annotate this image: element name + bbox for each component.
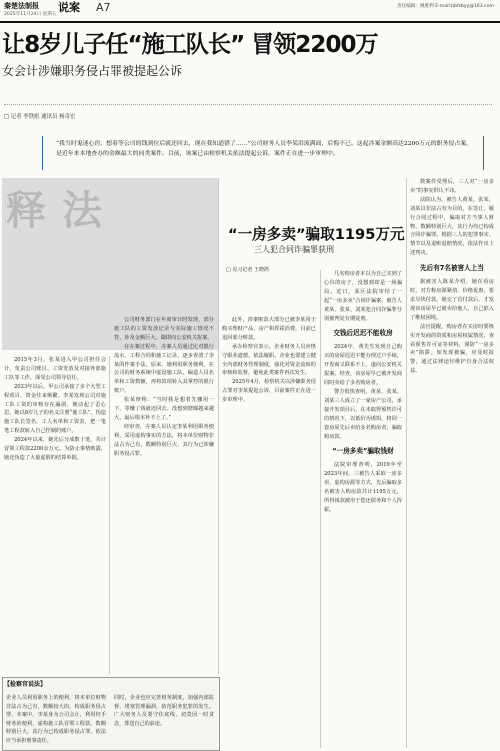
column-divider [218,178,219,674]
legal-commentary-title: 【检察官说法】 [4,681,47,688]
body-paragraph: 法院认为，被告人黄某、张某、刘某以非法占有为目的，在签订、履行合同过程中，骗取对方当事人财物，数额特别巨大，其行为均已构成合同诈骗罪。根据三人的犯罪事实、情节以及退赃退赔情况，依法作出上述判决。 [410,196,494,257]
story2-column-2 [410,178,494,376]
story2-subheadline: 三人犯合同诈骗罪获刑 [254,245,334,254]
body-paragraph: 几名购房者本以为自己买到了心仪的房子，没想到却是一场骗局。近日，某区法院审结了一起“一房多卖”合同诈骗案，被告人黄某、张某、刘某犯合同诈骗罪分别被判处有期徒刑。 [324,271,402,322]
column-divider [109,356,110,674]
body-paragraph: 2023年以后，甲公司承接了多个大型工程项目，资金往来频繁。李某发现公司对施工队工资的审核存在漏洞，便动起了歪心思。她以8岁儿子的名义注册“施工队”，伪造施工队长签名、工人名单和工资表，把一笔笔工程款转入自己控制的账户。 [4,383,106,435]
story1-column-2 [114,316,214,459]
body-paragraph: 2024年以来，她先后分成数十笔，共计冒领工程款2200余万元。为防止事情败露，她还伪造了大量虚假的结算单据。 [4,437,106,461]
story1-subheadline: 女会计涉嫌职务侵占罪被提起公诉 [2,64,183,78]
calligraphy-text: 释法 [6,187,118,234]
dotted-divider [4,104,492,105]
story1-column-1 [4,356,106,463]
story1-lead-text: “我当时鬼迷心窍，想着等公司的钱到位后就还回去，现在我知道错了……”公司财务人员李某泪流满面，后悔不已。这起涉案金额高达2200万元的职务侵占案，是近年来本地查办的金额最大的同类案件。目前，该案已由检察机关依法提起公诉，案件正在进一步审理中。 [56,141,472,157]
story2-subhead: “一房多卖”骗取钱财 [332,447,394,456]
issue-date: 2025年11月24日 星期五 [4,12,57,17]
story2-column-1 [324,270,402,515]
body-paragraph: 据被害人陈某介绍，她在看房时，对方称房源紧俏、价格优惠，要求尽快付款。她交了首付款后，才发现该房屋早已被卖给他人，自己陷入了维权困境。 [410,279,494,321]
legal-commentary-right: 同时，企业也应完善财务制度，加强内部监督，堵塞管理漏洞，防范职务犯罪的发生。广大财务人员要守住底线，切莫因一时贪念，葬送自己的前途。 [114,695,214,727]
body-paragraph: 公司财务部门在年度审计时发现，部分施工队的工资发放记录与实际施工情况不符，涉及金额巨大，随即向公安机关报案。 [114,317,214,341]
page-number: A7 [96,1,111,14]
legal-commentary-left: 企业人员利用职务上的便利，将本单位财物非法占为己有，数额较大的，构成职务侵占罪。本案中，李某身为公司会计，利用经手财务的便利，虚构施工队冒领工程款，数额特别巨大，其行为已构成职务侵占罪，依法应当承担刑事责任。 [6,695,106,744]
body-paragraph: 法院审理查明，2019年至2023年间，三被告人采取一房多卖、虚构房源等方式，先后骗取多名被害人购房款共计1195万元，所得钱款被用于偿还债务和个人挥霍。 [324,462,402,513]
story2-byline: □ 见习记者 王晓鸿 [226,267,269,273]
body-paragraph: 此外，涉案赃款大部分已被李某用于购买理财产品、房产和挥霍消费，目前已追回部分赃款。 [222,317,316,341]
body-paragraph: 2015年3月，张某进入甲公司担任会计，负责公司账目、工资发放及对接外部施工队等工作，深受公司领导信任。 [4,357,106,381]
column-divider [406,178,407,748]
story1-headline: 让8岁儿子任“施工队长” 冒领2200万 [2,31,378,58]
story2-headline: “一房多卖”骗取1195万元 [228,226,405,243]
story1-byline: □ 记者 李铁彪 通讯员 杨奇宏 [4,114,76,120]
body-paragraph: 在办案过程中，办案人员通过比对银行流水、工程合同和施工记录，逐步查清了李某的作案手法。原来，她利用职务便利，在公司的财务系统中虚设施工队，编造人员名单和工资数额，再将款项转入其掌控的银行账户。 [114,343,214,395]
story2-subhead: 先后有7名被害人上当 [420,264,484,273]
editor-credit: 责任编辑：姚胜利 E-mail:hbfzbyy@163.com [396,4,494,9]
story2-subhead: 交钱后迟迟不能收房 [333,329,393,338]
body-paragraph: 经审查，办案人员认定李某利用职务便利，采用虚构事实的方法，将本单位财物非法占为己有，数额特别巨大，其行为已涉嫌职务侵占罪。 [114,423,214,457]
body-paragraph: 2024年，黄先生发现自己购买的房屋迟迟不能办理过户手续，开发商又联系不上，遂向公安机关报案。经查，该房屋早已被开发商同时卖给了多名购房者。 [324,344,402,387]
body-paragraph: 数案件受理后，三人对“一房多卖”的事实供认不讳。 [410,179,494,194]
body-paragraph: 警方很快查明，黄某、张某、刘某三人成立了一家房产公司，承接开发项目后，在未取得预售许可的情况下，以低价为诱饵，将同一套房屋先后卖给多名购房者，骗取购房款。 [324,388,402,440]
newspaper-brand: 秦楚法制报 [4,2,39,10]
page-header [0,0,500,22]
body-paragraph: 承办检察官表示，企业财务人员应恪守职业道德，依法履职。企业也要建立健全内部财务管理制度，强化对资金流转的审核和监督，避免此类案件再次发生。 [222,343,316,377]
column-divider [320,270,321,748]
body-paragraph: 张某辩称：“当时我是想着先挪用一下，等赚了钱就还回去。没想到窟窿越来越大，最后根本补不上了。” [114,397,214,421]
body-paragraph: 法官提醒，购房者在买房时要核实开发商的资质和房屋权属情况，查看预售许可证等材料，谨防“一房多卖”陷阱。如发现被骗，应及时报警，通过法律途径维护自身合法权益。 [410,323,494,375]
header-rule [0,21,500,23]
body-paragraph: 2025年4月，检察机关以涉嫌职务侵占罪对李某提起公诉，目前案件正在进一步审理中。 [222,379,316,404]
section-name: 说案 [58,1,80,14]
story1-column-3 [222,316,316,405]
